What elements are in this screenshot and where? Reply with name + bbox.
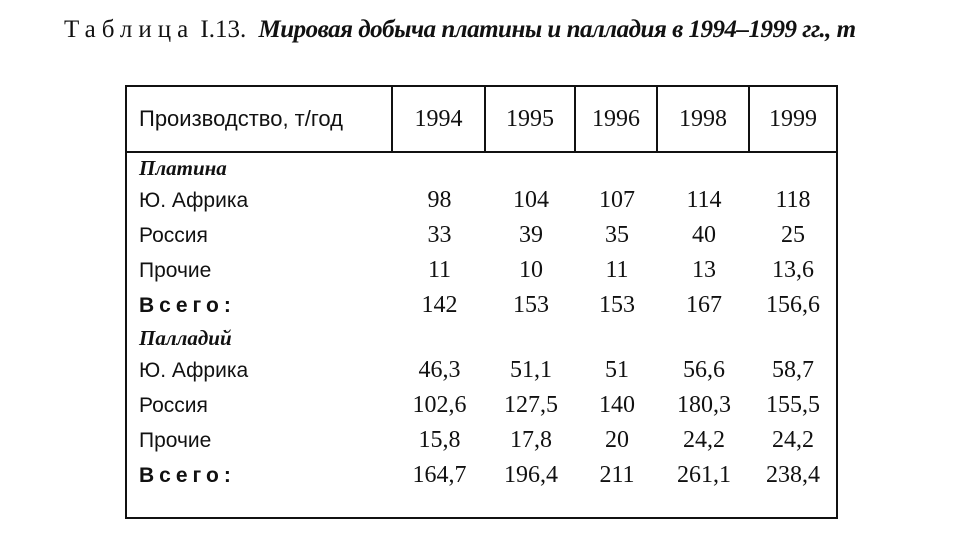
cell-value: 13,6 <box>772 257 814 283</box>
cell-value: 140 <box>599 392 635 418</box>
cell-value: 13 <box>692 257 716 283</box>
header-year: 1994 <box>393 87 486 151</box>
table-row-total <box>127 458 836 493</box>
cell-value: 56,6 <box>683 357 725 383</box>
header-label: Производство, т/год <box>127 87 393 151</box>
cell-value: 211 <box>599 462 635 488</box>
caption-title: Мировая добыча платины и палладия в 1994–1999 гг., т <box>258 16 856 43</box>
table-row <box>127 183 836 218</box>
cell-value: 261,1 <box>677 462 731 488</box>
cell-value: 35 <box>605 222 629 248</box>
table-row <box>127 423 836 458</box>
table-row <box>127 253 836 288</box>
header-year: 1998 <box>658 87 750 151</box>
cell-value: 164,7 <box>412 462 467 488</box>
caption-label: Таблица <box>64 16 195 43</box>
cell-value: 167 <box>686 292 722 318</box>
cell-value: 51 <box>605 357 629 383</box>
header-year: 1996 <box>576 87 658 151</box>
cell-value: 39 <box>519 222 543 248</box>
header-year: 1999 <box>769 105 817 132</box>
row-label: Прочие <box>139 428 212 452</box>
header-year: 1995 <box>486 87 576 151</box>
cell-value: 11 <box>427 257 452 283</box>
table-row <box>127 388 836 423</box>
cell-value: 25 <box>781 222 805 248</box>
cell-value: 118 <box>775 187 811 213</box>
table-row <box>127 353 836 388</box>
cell-value: 46,3 <box>418 357 461 383</box>
cell-value: 238,4 <box>766 462 820 488</box>
cell-value: 33 <box>427 222 452 248</box>
cell-value: 51,1 <box>510 357 552 383</box>
cell-value: 107 <box>599 187 635 213</box>
row-label: Ю. Африка <box>139 188 249 212</box>
row-label: Ю. Африка <box>139 358 249 382</box>
table-row-total <box>127 288 836 323</box>
row-label: Прочие <box>139 258 212 282</box>
cell-value: 153 <box>599 292 635 318</box>
production-table <box>125 85 838 519</box>
section-title-platinum: Платина <box>139 156 227 180</box>
cell-value: 20 <box>605 427 629 453</box>
row-label-total: Всего: <box>139 293 236 317</box>
cell-value: 10 <box>519 257 543 283</box>
cell-value: 153 <box>513 292 549 318</box>
cell-value: 40 <box>692 222 716 248</box>
table-header-row <box>127 87 836 153</box>
cell-value: 127,5 <box>504 392 558 418</box>
cell-value: 155,5 <box>766 392 820 418</box>
cell-value: 156,6 <box>766 292 820 318</box>
cell-value: 24,2 <box>683 427 725 453</box>
cell-value: 142 <box>421 292 458 318</box>
caption-number: I.13. <box>200 16 247 43</box>
row-label: Россия <box>139 223 208 247</box>
cell-value: 104 <box>513 187 549 213</box>
row-label-total: Всего: <box>139 463 236 487</box>
section-title-palladium: Палладий <box>139 326 232 350</box>
cell-value: 102,6 <box>412 392 467 418</box>
cell-value: 17,8 <box>510 427 552 453</box>
cell-value: 24,2 <box>772 427 814 453</box>
cell-value: 180,3 <box>677 392 731 418</box>
table-caption <box>64 14 856 46</box>
cell-value: 196,4 <box>504 462 558 488</box>
cell-value: 15,8 <box>418 427 461 453</box>
cell-value: 11 <box>605 257 629 283</box>
cell-value: 98 <box>427 187 452 213</box>
table-body <box>127 153 836 493</box>
row-label: Россия <box>139 393 208 417</box>
cell-value: 58,7 <box>772 357 814 383</box>
table-row <box>127 218 836 253</box>
cell-value: 114 <box>686 187 722 213</box>
